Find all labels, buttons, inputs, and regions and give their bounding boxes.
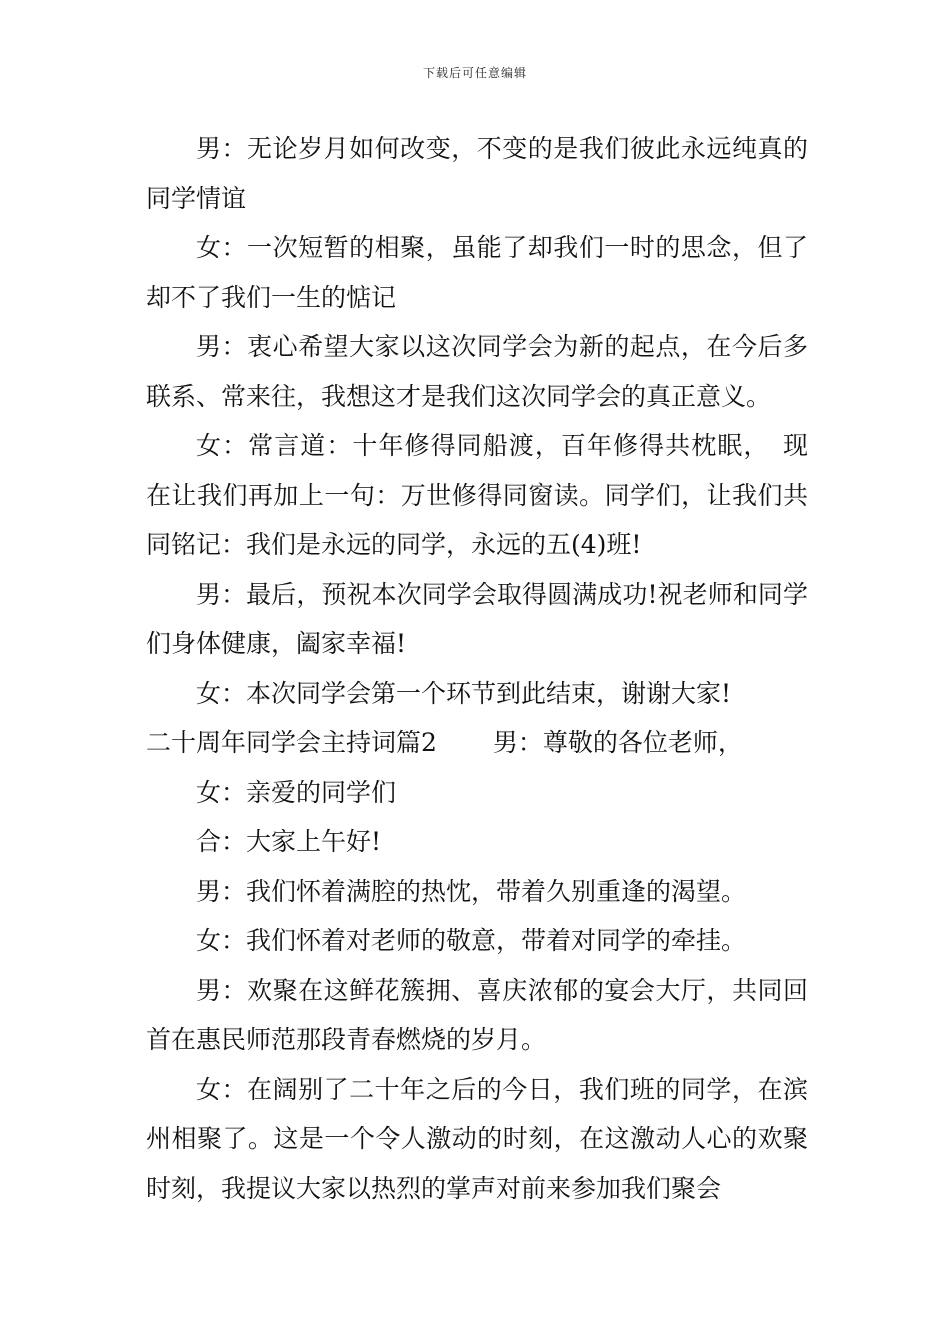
paragraph: 女：常言道：十年修得同船渡，百年修得共枕眠， 现在让我们再加上一句：万世修得同窗读。同学们，让我们共同铭记：我们是永远的同学，永远的五(4)班! [146, 431, 808, 559]
paragraph: 男：衷心希望大家以这次同学会为新的起点，在今后多联系、常来往，我想这才是我们这次同学会的真正意义。 [146, 332, 808, 411]
paragraph: 女：本次同学会第一个环节到此结束，谢谢大家! [196, 678, 732, 708]
document-body [146, 124, 808, 1213]
page-header: 下载后可任意编辑 [422, 66, 527, 80]
paragraph: 合：大家上午好! [196, 827, 382, 856]
paragraph: 女：我们怀着对老师的敬意，带着对同学的牵挂。 [196, 926, 747, 955]
paragraph: 男：最后，预祝本次同学会取得圆满成功!祝老师和同学们身体健康，阖家幸福! [146, 579, 808, 658]
paragraph: 女：在阔别了二十年之后的今日，我们班的同学，在滨州相聚了。这是一个令人激动的时刻，在这激动人心的欢聚时刻，我提议大家以热烈的掌声对前来参加我们聚会 [146, 1074, 808, 1203]
paragraph: 男：我们怀着满腔的热忱，带着久别重逢的渴望。 [196, 876, 747, 906]
paragraph: 男：无论岁月如何改变，不变的是我们彼此永远纯真的同学情谊 [146, 134, 808, 213]
section-heading-line [146, 718, 808, 768]
paragraph: 男：欢聚在这鲜花簇拥、喜庆浓郁的宴会大厅，共同回首在惠民师范那段青春燃烧的岁月。 [146, 975, 808, 1054]
paragraph: 女：一次短暂的相聚，虽能了却我们一时的思念，但了却不了我们一生的惦记 [146, 233, 808, 312]
paragraph: 女：亲爱的同学们 [196, 777, 397, 807]
section-first-line: 男：尊敬的各位老师， [492, 728, 743, 757]
section-title: 二十周年同学会主持词篇2 [146, 728, 437, 757]
